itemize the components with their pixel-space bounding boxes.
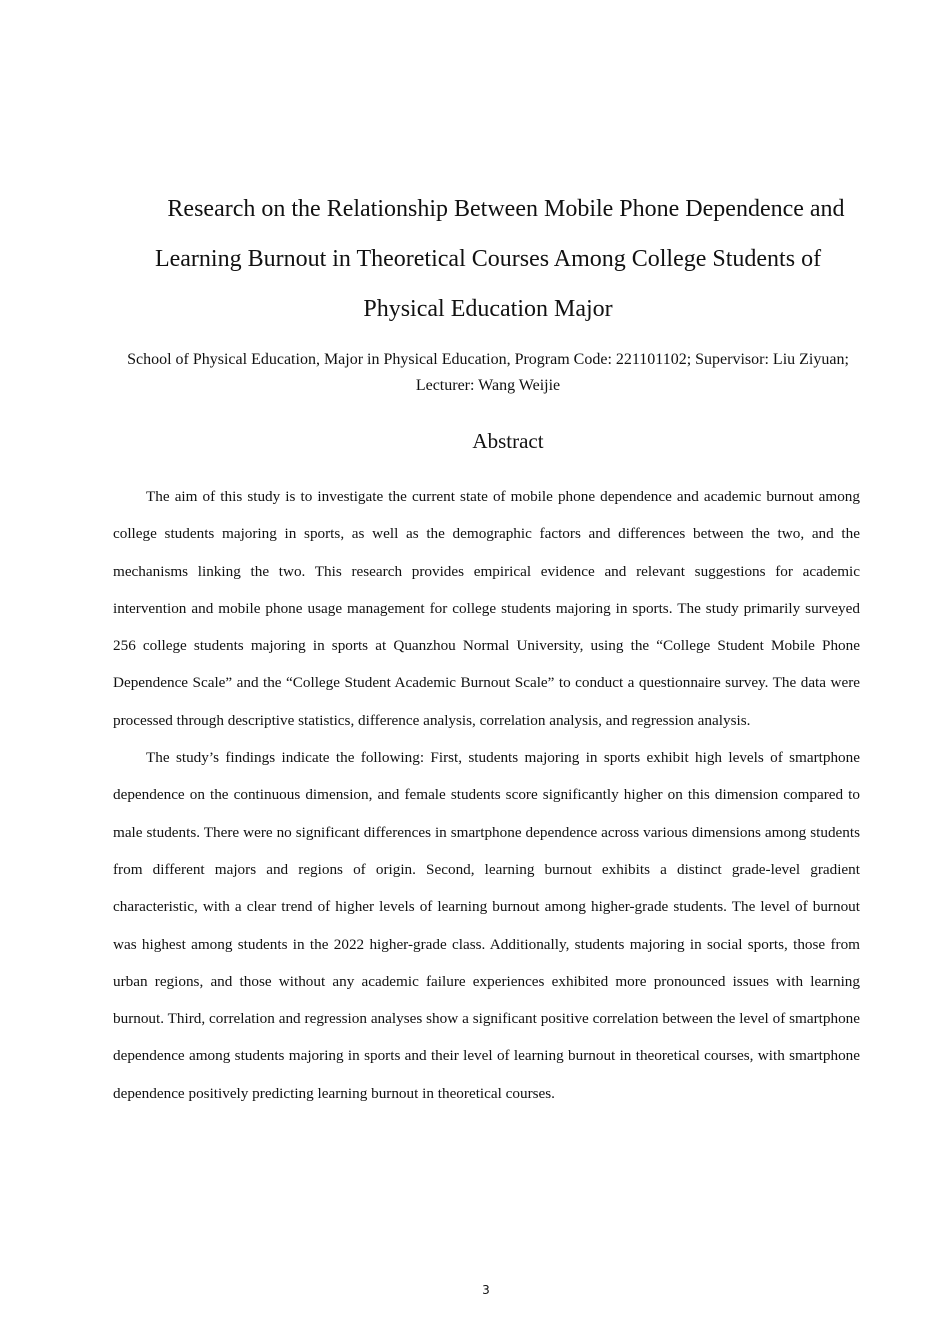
abstract-paragraph-1: The aim of this study is to investigate the current state of mobile phone dependence and academic burnout among college students majoring in sports, as well as the demographic factors and differences between the two, and the mechanisms linking the two. This research provides empirical evidence and relevant suggestions for academic intervention and mobile phone usage management for college students majoring in sports. The study primarily surveyed 256 college students majoring in sports at Quanzhou Normal University, using the “College Student Mobile Phone Dependence Scale” and the “College Student Academic Burnout Scale” to conduct a questionnaire survey. The data were processed through descriptive statistics, difference analysis, correlation analysis, and regression analysis. [113, 488, 860, 729]
paper-title: Research on the Relationship Between Mobile Phone Dependence and Learning Burnout in Theoretical Courses Among College Students of Physical Education Major [154, 196, 845, 322]
abstract-body [113, 478, 860, 1112]
abstract-heading: Abstract [472, 429, 544, 453]
page-number: 3 [482, 1283, 490, 1297]
abstract-paragraph-2: The study’s findings indicate the following: First, students majoring in sports exhibit high levels of smartphone dependence on the continuous dimension, and female students score significantly higher on this dimension compared to male students. There were no significant differences in smartphone dependence across various dimensions among students from different majors and regions of origin. Second, learning burnout exhibits a distinct grade-level gradient characteristic, with a clear trend of higher levels of learning burnout among higher-grade students. The level of burnout was highest among students in the 2022 higher-grade class. Additionally, students majoring in social sports, those from urban regions, and those without any academic failure experiences exhibited more pronounced issues with learning burnout. Third, correlation and regression analyses show a significant positive correlation between the level of smartphone dependence among students majoring in sports and their level of learning burnout in theoretical courses, with smartphone dependence positively predicting learning burnout in theoretical courses. [113, 749, 860, 1102]
author-affiliation: School of Physical Education, Major in Physical Education, Program Code: 221101102; Supervisor: Liu Ziyuan; Lecturer: Wang Weijie [127, 351, 849, 394]
